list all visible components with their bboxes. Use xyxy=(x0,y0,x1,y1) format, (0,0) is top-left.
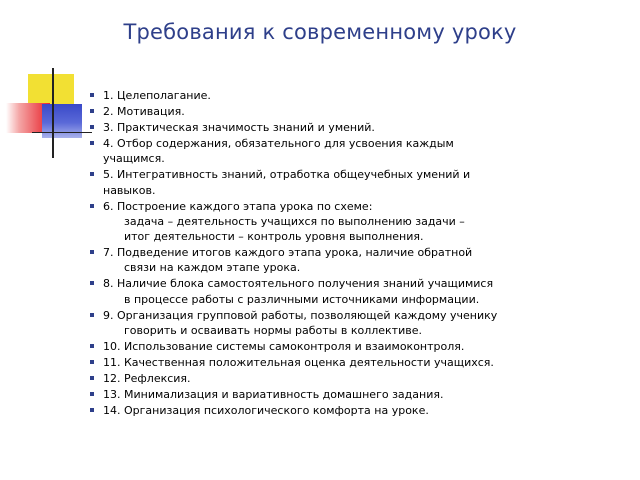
list-item xyxy=(90,387,620,402)
item-line-continued: связи на каждом этапе урока. xyxy=(124,261,301,275)
list-item xyxy=(90,136,620,167)
bullet-icon xyxy=(90,172,94,176)
vertical-line-decoration xyxy=(52,68,54,158)
bullet-icon xyxy=(90,376,94,380)
bullet-icon xyxy=(90,93,94,97)
bullet-icon xyxy=(90,313,94,317)
item-line: 13. Минимализация и вариативность домашнего задания. xyxy=(103,387,444,401)
item-line: 9. Организация групповой работы, позволяющей каждому ученику xyxy=(103,308,498,322)
item-line: 7. Подведение итогов каждого этапа урока, наличие обратной xyxy=(103,246,473,260)
bullet-icon xyxy=(90,109,94,113)
item-line: 1. Целеполагание. xyxy=(103,89,211,102)
bullet-icon xyxy=(90,408,94,412)
list-item xyxy=(90,120,620,135)
list-item xyxy=(90,403,620,418)
requirements-list xyxy=(90,88,620,418)
item-line: 10. Использование системы самоконтроля и взаимоконтроля. xyxy=(103,339,465,353)
list-item xyxy=(90,339,620,354)
list-item xyxy=(90,104,620,119)
bullet-icon xyxy=(90,360,94,364)
item-line: 8. Наличие блока самостоятельного получения знаний учащимися xyxy=(103,277,494,291)
item-line: 6. Построение каждого этапа урока по схеме: xyxy=(103,199,373,213)
list-item xyxy=(90,167,620,198)
item-line: 14. Организация психологического комфорта на уроке. xyxy=(103,403,429,417)
item-line-continued: задача – деятельность учащихся по выполнению задачи – xyxy=(124,214,465,228)
item-line-continued: навыков. xyxy=(103,183,156,197)
list-item xyxy=(90,308,620,339)
item-line: 11. Качественная положительная оценка деятельности учащихся. xyxy=(103,355,494,369)
item-line: 12. Рефлексия. xyxy=(103,371,191,385)
list-item xyxy=(90,88,620,103)
bullet-icon xyxy=(90,344,94,348)
list-item xyxy=(90,245,620,276)
bullet-icon xyxy=(90,204,94,208)
list-item xyxy=(90,199,620,245)
bullet-icon xyxy=(90,281,94,285)
list-item xyxy=(90,276,620,307)
bullet-icon xyxy=(90,250,94,254)
item-line-continued: говорить и осваивать нормы работы в коллективе. xyxy=(124,323,422,337)
horizontal-line-decoration xyxy=(32,132,92,133)
item-line: 4. Отбор содержания, обязательного для усвоения каждым xyxy=(103,136,454,150)
page-title: Требования к современному уроку xyxy=(123,20,517,44)
item-line: 3. Практическая значимость знаний и умений. xyxy=(103,120,375,134)
item-line-continued: итог деятельности – контроль уровня выполнения. xyxy=(124,230,424,244)
bullet-icon xyxy=(90,125,94,129)
list-item xyxy=(90,355,620,370)
item-line: 5. Интегративность знаний, отработка общеучебных умений и xyxy=(103,168,471,182)
bullet-icon xyxy=(90,141,94,145)
item-line: 2. Мотивация. xyxy=(103,104,185,118)
item-line-continued: в процессе работы с различными источниками информации. xyxy=(124,292,480,306)
item-line-continued: учащимся. xyxy=(103,152,165,166)
bullet-icon xyxy=(90,392,94,396)
list-item xyxy=(90,371,620,386)
